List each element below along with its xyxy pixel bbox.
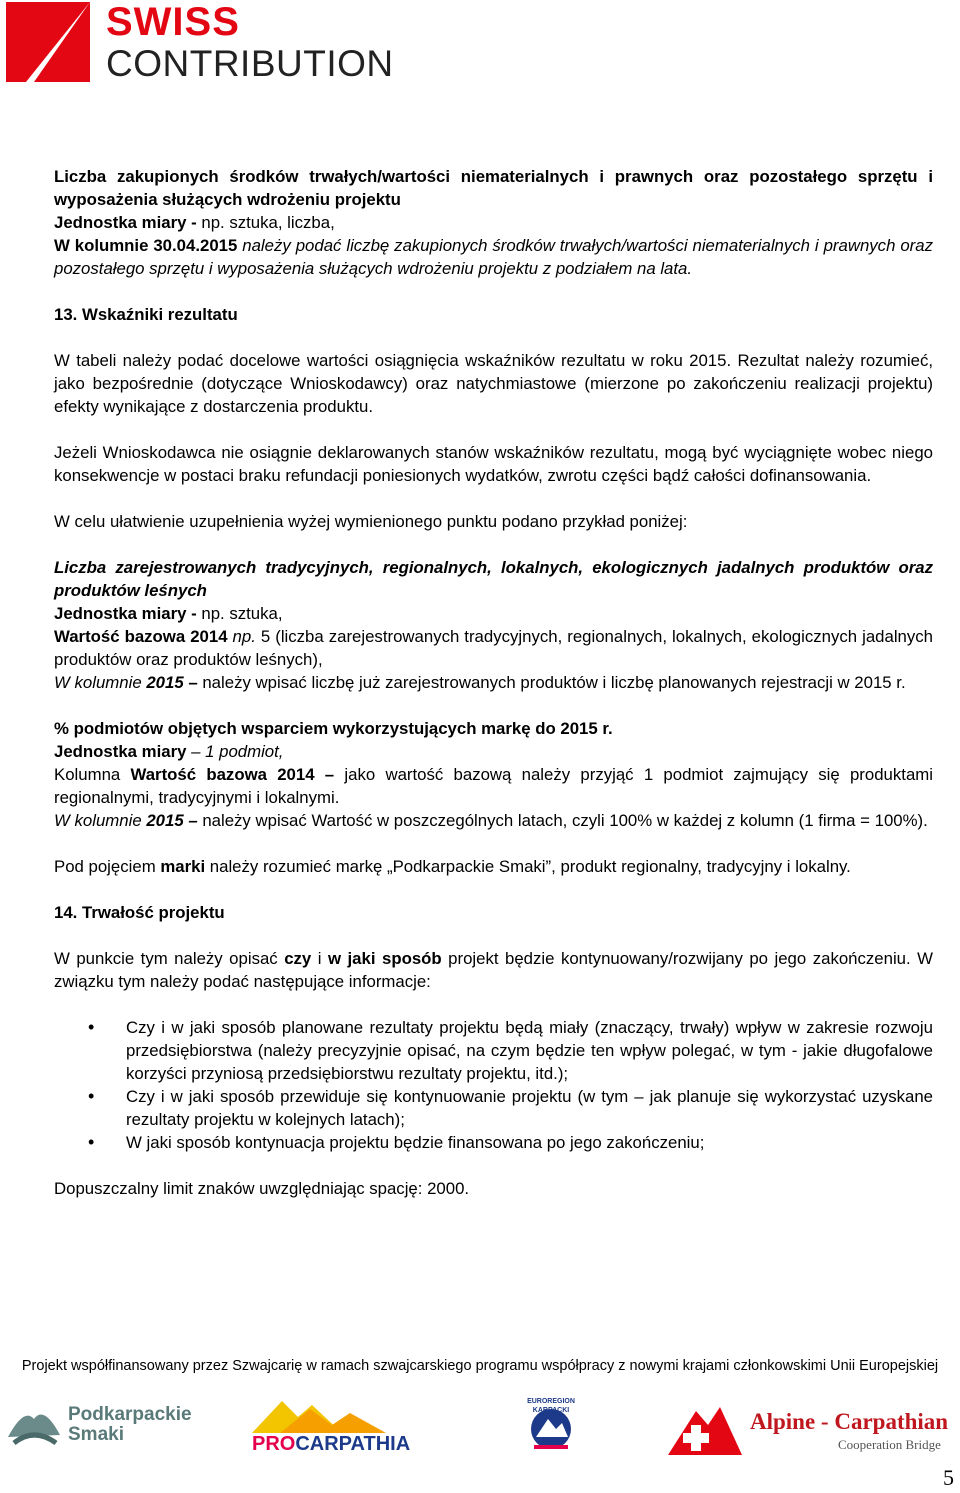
alpine-carpathian-icon xyxy=(668,1395,742,1459)
s14-text-a: W punkcie tym należy opisać xyxy=(54,949,285,968)
procarpathia-text xyxy=(252,1433,410,1455)
intro-column-label: W kolumnie 30.04.2015 xyxy=(54,236,238,255)
marki-text-a: Pod pojęciem xyxy=(54,857,161,876)
s14-text-e: projekt będzie kontynuowany/rozwijany po jego zakończeniu. W związku tym należy podać następujące informacje: xyxy=(54,949,933,991)
intro-unit-value: np. sztuka, liczba, xyxy=(196,213,335,232)
example-2-kolumna: Kolumna xyxy=(54,765,131,784)
example-2-base-text: jako wartość bazową należy przyjąć 1 podmiot zajmujący się produktami regionalnymi, tradycyjnymi i lokalnymi. xyxy=(54,765,933,807)
intro-unit-label: Jednostka miary - xyxy=(54,213,197,232)
example-1-unit-label: Jednostka miary - xyxy=(54,604,197,623)
example-2-base-label: Wartość bazowa 2014 – xyxy=(130,765,335,784)
marki-text-b: marki xyxy=(160,857,206,876)
swiss-contribution-logo xyxy=(6,2,426,86)
section-14-heading: 14. Trwałość projektu xyxy=(54,903,225,922)
section-13-paragraph-1: W tabeli należy podać docelowe wartości osiągnięcia wskaźników rezultatu w roku 2015. Rezultat należy rozumieć, jako bezpośrednie (dotyczące Wnioskodawcy) oraz natychmiastowe (mierzone po zakończeniu realizacji projektu) efekty wynikające z dostarczenia produktu. xyxy=(54,351,933,416)
example-2 xyxy=(54,717,933,832)
list-item: • Czy i w jaki sposób przewiduje się kontynuowanie projektu (w tym – jak planuje się wykorzystać uzyskane rezultaty projektu w kolejnych latach); xyxy=(54,1085,933,1131)
document-body xyxy=(54,165,933,1200)
s14-text-b: czy xyxy=(284,949,312,968)
procarpathia-pro: PRO xyxy=(252,1433,296,1455)
example-2-title: % podmiotów objętych wsparciem wykorzystujących markę do 2015 r. xyxy=(54,719,613,738)
example-2-unit-value: – 1 podmiot, xyxy=(186,742,284,761)
example-1-base-np: np. xyxy=(227,627,256,646)
s14-text-c: i xyxy=(311,949,328,968)
example-1-unit-value: np. sztuka, xyxy=(196,604,283,623)
euroregion-logo xyxy=(512,1395,592,1459)
procarpathia-icon xyxy=(252,1395,406,1433)
list-item: • Czy i w jaki sposób planowane rezultaty projektu będą miały (znaczący, trwały) wpływ w zakresie rozwoju przedsiębiorstwa (należy precyzyjnie opisać, na czym będzie ten wpływ polegać, w tym - jakie długofalowe korzyści przyniosą przedsiębiorstwu rezultaty projektu, itd.); xyxy=(54,1016,933,1085)
podkarpackie-smaki-icon xyxy=(4,1397,64,1457)
section-14-paragraph xyxy=(54,947,933,993)
example-1-base-label: Wartość bazowa 2014 xyxy=(54,627,228,646)
example-1-column-d: należy wpisać liczbę już zarejestrowanych produktów i liczbę planowanych rejestracji w 2015 r. xyxy=(202,673,906,692)
footer-logos xyxy=(0,1395,960,1459)
character-limit-note: Dopuszczalny limit znaków uwzględniając spację: 2000. xyxy=(54,1179,470,1198)
page-number: 5 xyxy=(943,1465,954,1490)
s14-text-d: w jaki sposób xyxy=(327,949,442,968)
section-13-paragraph-2: Jeżeli Wnioskodawca nie osiągnie deklarowanych stanów wskaźników rezultatu, mogą być wyciągnięte wobec niego konsekwencje w postaci braku refundacji poniesionych wydatków, zwrotu części bądź całości dofinansowania. xyxy=(54,443,933,485)
alpine-carpathian-text: Alpine - Carpathian xyxy=(750,1409,949,1434)
section-13-heading: 13. Wskaźniki rezultatu xyxy=(54,305,238,324)
example-2-column-c: należy wpisać Wartość w poszczególnych latach, czyli 100% w każdej z kolumn (1 firma = 100%). xyxy=(197,811,928,830)
procarpathia-logo xyxy=(252,1395,412,1459)
example-1-column-b: 2015 xyxy=(146,673,184,692)
example-1-base-value: 5 (liczba zarejestrowanych tradycyjnych, regionalnych, lokalnych, ekologicznych jadalnych produktów oraz produktów leśnych), xyxy=(54,627,933,669)
alpine-carpathian-logo xyxy=(668,1395,956,1459)
example-1-title: Liczba zarejestrowanych tradycyjnych, regionalnych, lokalnych, ekologicznych jadalnych produktów oraz produktów leśnych xyxy=(54,558,933,600)
marki-paragraph xyxy=(54,855,933,878)
marki-text-c: należy rozumieć markę „Podkarpackie Smaki”, produkt regionalny, tradycyjny i lokalny. xyxy=(205,857,851,876)
intro-block xyxy=(54,165,933,280)
example-1-column-a: W kolumnie xyxy=(54,673,147,692)
procarpathia-carpathia: CARPATHIA xyxy=(295,1433,411,1455)
podkarpackie-text: Podkarpackie xyxy=(68,1404,192,1425)
example-1-column-c: – xyxy=(183,673,203,692)
example-2-unit-label: Jednostka miary xyxy=(54,742,187,761)
section-14-bullet-list xyxy=(54,1016,933,1154)
logo-text-swiss: SWISS xyxy=(106,0,240,44)
section-13-paragraph-3: W celu ułatwienie uzupełnienia wyżej wymienionego punktu podano przykład poniżej: xyxy=(54,512,688,531)
example-2-column-b: 2015 – xyxy=(146,811,198,830)
smaki-text: Smaki xyxy=(68,1424,124,1445)
footer-text: Projekt współfinansowany przez Szwajcarię w ramach szwajcarskiego programu współpracy z nowymi krajami członkowskimi Unii Europejskiej xyxy=(21,1358,939,1374)
logo-text-contribution: CONTRIBUTION xyxy=(106,43,394,84)
cooperation-bridge-text: Cooperation Bridge xyxy=(838,1437,941,1452)
podkarpackie-smaki-logo xyxy=(4,1395,192,1459)
example-1 xyxy=(54,556,933,694)
euroregion-text: EUROREGION KARPACKI xyxy=(527,1398,575,1414)
example-2-column-a: W kolumnie xyxy=(54,811,147,830)
swiss-cross-icon xyxy=(6,2,90,82)
list-item: • W jaki sposób kontynuacja projektu będzie finansowana po jego zakończeniu; xyxy=(54,1131,933,1154)
intro-title: Liczba zakupionych środków trwałych/wartości niematerialnych i prawnych oraz pozostałego sprzętu i wyposażenia służących wdrożeniu projektu xyxy=(54,167,933,209)
intro-column-text: należy podać liczbę zakupionych środków trwałych/wartości niematerialnych i prawnych oraz pozostałego sprzętu i wyposażenia służących wdrożeniu projektu z podziałem na lata. xyxy=(54,236,933,278)
